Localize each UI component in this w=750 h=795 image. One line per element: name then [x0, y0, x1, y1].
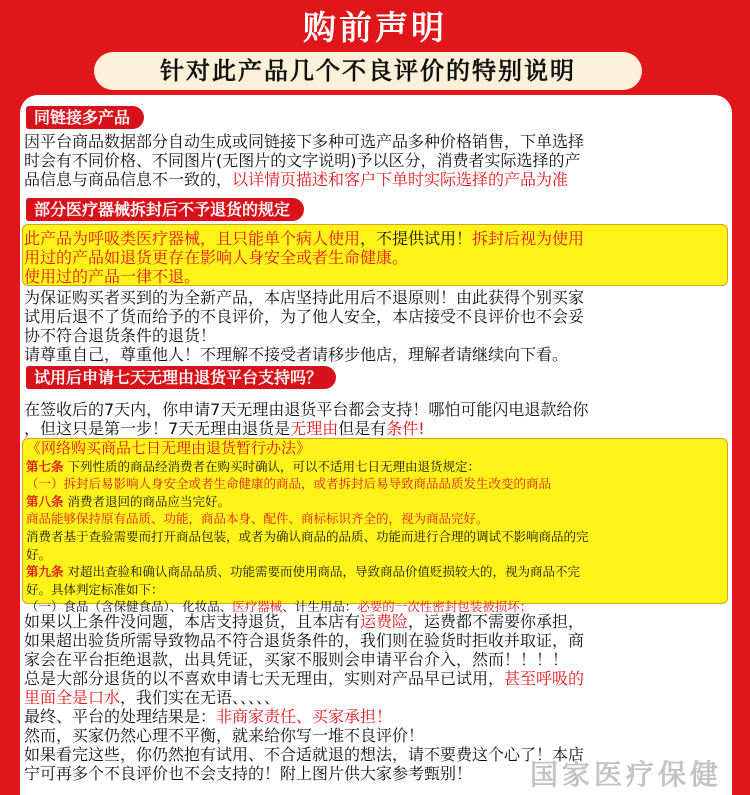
article-8-more: 消费者基于查验需要而打开商品包装，或者为确认商品的品质、功能而进行合理的调试不影响商品的完 — [26, 528, 589, 544]
section4-line: 宁可再多个不良评价也不会支持的！附上图片供大家参考甄别！ — [24, 764, 473, 783]
article-7-item: （一）拆封后易影响人身安全或者生命健康的商品，或者拆封后易导致商品品质发生改变的商品 — [26, 476, 552, 492]
watermark: 国家医疗保健 — [529, 758, 722, 791]
article-8-more: 好。 — [26, 546, 52, 562]
section-tag-medical-device: 部分医疗器械拆封后不予退货的规定 — [26, 198, 304, 221]
subtitle-banner: 针对此产品几个不良评价的特别说明 — [94, 52, 642, 90]
s4-text: ，我们实在无语、、、、、 — [120, 688, 281, 707]
article-9-more: 好。具体判定标准如下： — [26, 581, 164, 597]
warning-text: 此产品为呼吸类医疗器械，且只能单个病人使用 — [24, 229, 361, 248]
section1-line3-text: 品信息与商品信息不一致的， — [24, 170, 233, 189]
section1-line: 时会有不同价格、不同图片(无图片的文字说明)予以区分，消费者实际选择的产 — [24, 151, 581, 170]
section4-line: 然而，买家仍然心理不平衡，就来给你写一堆不良评价！ — [24, 726, 425, 745]
section2-line: 协不符合退货条件的退货！ — [24, 326, 217, 345]
article-9-item: 、计生用品： — [282, 599, 358, 615]
warning-line: 使用过的产品一律不退。 — [24, 267, 201, 286]
content-panel — [20, 95, 732, 795]
section3-text: ，但这只是第一步！7天无理由退货是 — [24, 419, 291, 438]
section2-line: 请尊重自己，尊重他人！不理解不接受者请移步他店，理解者请继续向下看。 — [24, 345, 569, 364]
section1-body — [24, 132, 728, 189]
section4-line — [24, 669, 728, 688]
section2-body — [24, 288, 728, 364]
s4-text: 最终、平台的处理结果是： — [24, 707, 217, 726]
article-8-label: 第八条 — [26, 493, 64, 509]
section-tag-same-link: 同链接多产品 — [26, 106, 144, 129]
section1-highlight: 以详情页描述和客户下单时实际选择的产品为准 — [232, 170, 569, 189]
warning-text: 拆封后视为使用 — [472, 229, 585, 248]
section4-line — [24, 688, 728, 707]
article-9-red: 医疗器械 — [232, 599, 283, 615]
policy-line — [26, 563, 724, 581]
section1-line — [24, 170, 728, 189]
article-9-text: 对超出查验和确认商品品质、功能需要而使用商品，导致商品价值贬损较大的，视为商品不完 — [67, 564, 581, 580]
section4-line — [24, 707, 728, 726]
s4-text: 总是大部分退货的以不喜欢申请七天无理由，实则对产品早已试用， — [24, 669, 505, 688]
section4-line: 如果看完这些，你仍然抱有试用、不合适就退的想法，请不要费这个心了！本店 — [24, 745, 585, 764]
section3-red: 条件! — [386, 419, 425, 438]
section1-line: 因平台商品数据部分自动生成或同链接下多种可选产品多种价格销售，下单选择 — [24, 132, 585, 151]
s4-text: 如果以上条件没问题，本店支持退货，且本店有 — [24, 612, 361, 631]
section4-line: 家会在平台拒绝退款，出具凭证，买家不服则会申请平台介入，然而！！！！ — [24, 650, 569, 669]
s4-red: 非商家责任、买家承担！ — [216, 707, 393, 726]
s4-text: ，运费都不需要你承担， — [408, 612, 585, 631]
warning-line — [24, 229, 728, 248]
policy-line — [26, 510, 724, 528]
section-tag-seven-day-return: 试用后申请七天无理由退货平台支持吗？ — [26, 366, 336, 389]
warning-line: 用过的产品如退货更存在影响人身安全或者生命健康。 — [24, 248, 409, 267]
policy-title: 《网络购买商品七日无理由退货暂行办法》 — [26, 440, 312, 457]
s4-red: 里面全是口水 — [24, 688, 121, 707]
section3-line: 在签收后的7天内，你申请7天无理由退货平台都会支持！哪怕可能闪电退款给你 — [24, 400, 589, 419]
section4-line — [24, 612, 728, 631]
policy-line — [26, 458, 724, 476]
article-8-red: 商品能够保持原有品质、功能，商品本身、配件、商标标识齐全的，视为商品完好。 — [26, 511, 489, 527]
section3-line — [24, 419, 728, 438]
article-9-red: 必要的一次性密封包装被损坏； — [357, 599, 533, 615]
section3-red: 无理由 — [290, 419, 339, 438]
article-8-text: 消费者退回的商品应当完好。 — [67, 493, 231, 509]
section4-line: 如果超出验货所需导致物品不符合退货条件的，我们则在验货时拒收并取证，商 — [24, 631, 585, 650]
article-9-label: 第九条 — [26, 564, 64, 580]
article-9-item: （一）食品（含保健食品）、化妆品、 — [26, 599, 233, 615]
section2-line: 试用后退不了货而给予的不良评价，为了他人安全，本店接受不良评价也不会妥 — [24, 307, 585, 326]
article-7-text: 下列性质的商品经消费者在购买时确认，可以不适用七日无理由退货规定： — [67, 458, 481, 474]
section2-line: 为保证购买者买到的为全新产品，本店坚持此用后不退原则！由此获得个别买家 — [24, 288, 585, 307]
section3-body — [24, 400, 728, 438]
s4-red: 运费险 — [360, 612, 409, 631]
page-title: 购前声明 — [303, 8, 447, 47]
policy-body — [26, 440, 724, 616]
s4-red: 甚至呼吸的 — [504, 669, 585, 688]
policy-line — [26, 493, 724, 511]
article-7-label: 第七条 — [26, 458, 64, 474]
section3-text: 但是有 — [338, 419, 387, 438]
warning-text: ，不提供试用！ — [360, 229, 473, 248]
section2-warning — [24, 229, 728, 286]
